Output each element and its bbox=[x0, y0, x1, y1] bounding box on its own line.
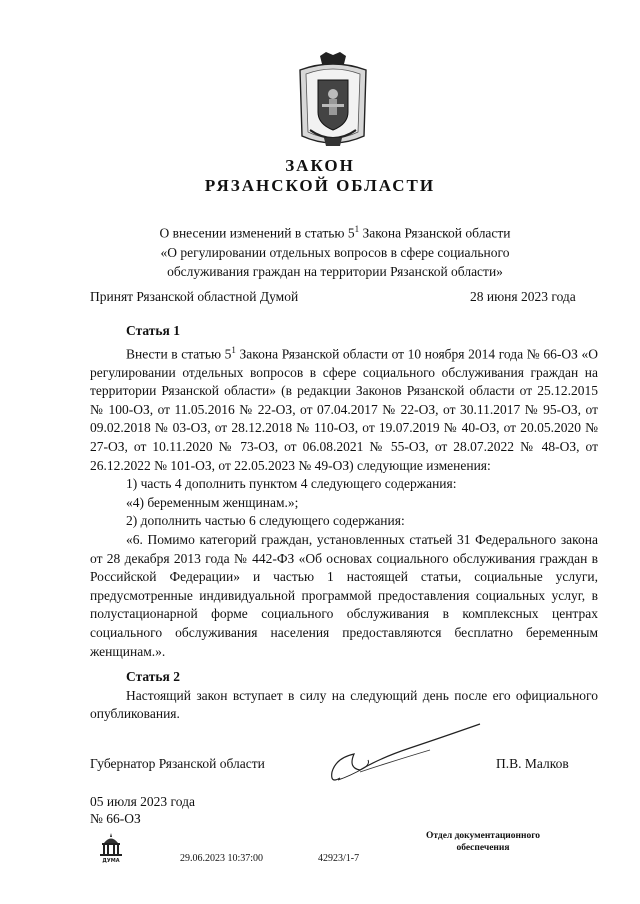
article-2-title: Статья 2 bbox=[126, 669, 180, 684]
department-stamp bbox=[392, 830, 574, 854]
duma-building-icon bbox=[96, 831, 126, 863]
coat-of-arms-emblem bbox=[294, 50, 372, 154]
article-1-item-1: 1) часть 4 дополнить пунктом 4 следующего содержания: bbox=[126, 476, 457, 492]
subject-line-2: «О регулировании отдельных вопросов в сфере социального bbox=[160, 244, 510, 260]
adoption-date: 28 июня 2023 года bbox=[470, 289, 576, 304]
department-line-1: Отдел документационного bbox=[425, 831, 541, 841]
department-line-2: обеспечения bbox=[456, 843, 510, 853]
law-title: ЗАКОН bbox=[285, 156, 355, 175]
law-number: № 66-ОЗ bbox=[90, 811, 141, 826]
article-1-item-1-text: «4) беременным женщинам.»; bbox=[126, 494, 299, 510]
signatory-position: Губернатор Рязанской области bbox=[90, 756, 265, 771]
article-1-item-2: 2) дополнить частью 6 следующего содержания: bbox=[126, 513, 405, 529]
subject-line-1-tail: Закона Рязанской области bbox=[359, 225, 511, 241]
subject-line-3: обслуживания граждан на территории Рязанской области» bbox=[167, 263, 503, 279]
article-1 bbox=[90, 322, 598, 661]
duma-label: ДУМА bbox=[102, 858, 120, 863]
signing-date: 05 июля 2023 года bbox=[90, 794, 195, 809]
article-1-item-2-text: «6. Помимо категорий граждан, установленных статьей 31 Федерального закона от 28 декабря 2013 года № 442-ФЗ «Об основах социального обслуживания граждан в Российской Федерации» и частью 1 настоящей статьи, социальные услуги, предусмотренные индивидуальной программой предоставления социальных услуг, в полустационарной форме социального обслуживания в комплексных центрах социального обслуживания населения предоставляются бесплатно беременным женщинам.». bbox=[90, 532, 598, 659]
article-2-text: Настоящий закон вступает в силу на следующий день после его официального опубликования. bbox=[90, 687, 598, 722]
timestamp: 29.06.2023 10:37:00 bbox=[180, 853, 264, 864]
handwritten-signature bbox=[320, 718, 490, 796]
article-1-intro-a: Внести в статью 5 bbox=[126, 346, 232, 362]
article-2 bbox=[90, 668, 598, 724]
adopted-by: Принят Рязанской областной Думой bbox=[90, 289, 299, 304]
law-title-region: РЯЗАНСКОЙ ОБЛАСТИ bbox=[204, 176, 436, 195]
subject-line-1: О внесении изменений в статью 5 bbox=[159, 225, 355, 241]
article-1-title: Статья 1 bbox=[126, 323, 180, 338]
subject-superscript: 1 bbox=[354, 224, 360, 234]
article-1-intro-b: Закона Рязанской области от 10 ноября 2014 года № 66-ОЗ «О регулировании отдельных вопросов в сфере социального обслуживания граждан на территории Рязанской области» (в редакции Законов Рязанской области от 25.12.2015 № 100-ОЗ, от 11.05.2016 № 22-ОЗ, от 07.04.2017 № 22-ОЗ, от 30.11.2017 № 95-ОЗ, от 09.02.2018 № 03-ОЗ, от 28.12.2018 № 110-ОЗ, от 19.07.2019 № 40-ОЗ, от 20.05.2020 № 27-ОЗ, от 10.11.2020 № 73-ОЗ, от 06.08.2021 № 55-ОЗ, от 28.07.2022 № 48-ОЗ, от 26.12.2022 № 101-ОЗ, от 22.05.2023 № 49-ОЗ) следующие изменения: bbox=[90, 346, 598, 473]
article-1-superscript: 1 bbox=[231, 344, 236, 355]
signatory-name: П.В. Малков bbox=[496, 756, 569, 771]
registration-number: 42923/1-7 bbox=[318, 853, 360, 864]
law-subject bbox=[120, 220, 550, 281]
